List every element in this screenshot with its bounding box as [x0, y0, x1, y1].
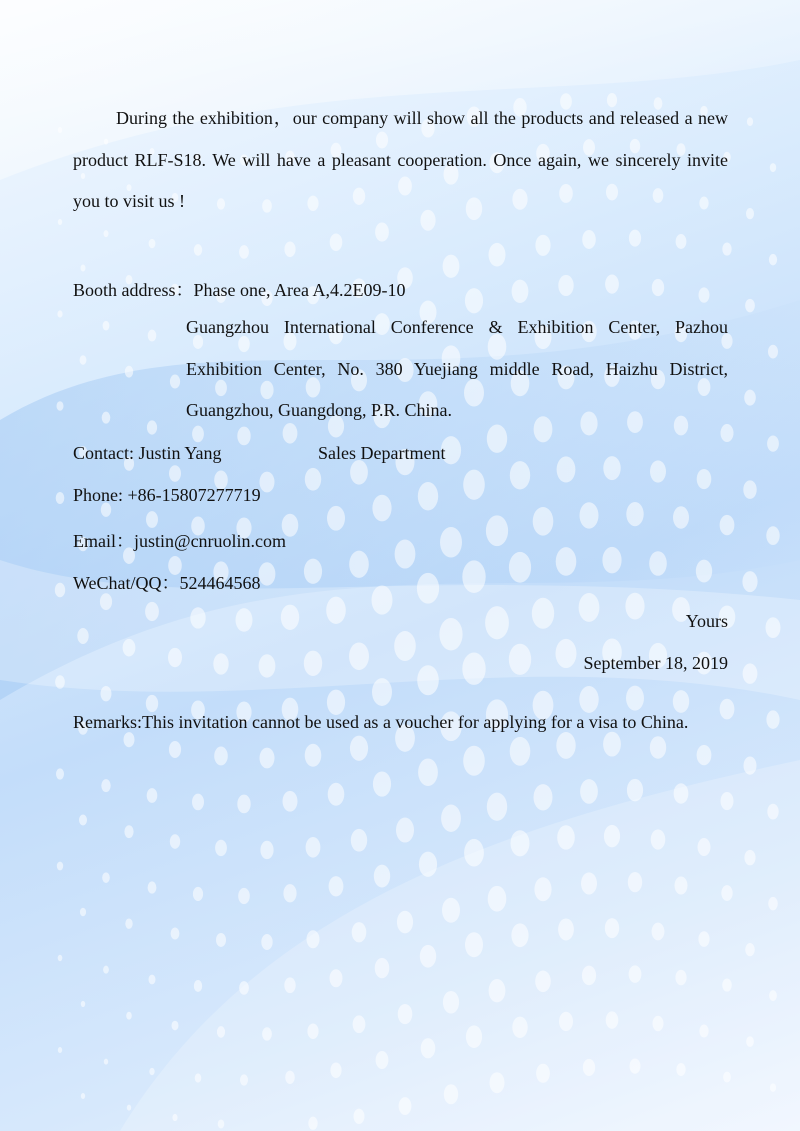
- background-dot: [399, 1097, 412, 1115]
- remarks: Remarks:This invitation cannot be used as a voucher for applying for a visa to China.: [73, 712, 689, 732]
- background-dot: [168, 648, 182, 667]
- background-dot: [768, 897, 778, 910]
- background-dot: [372, 585, 393, 614]
- background-dot: [673, 506, 689, 528]
- background-dot: [58, 1047, 62, 1053]
- background-dot: [239, 245, 249, 259]
- background-dot: [123, 639, 136, 657]
- background-dot: [441, 805, 461, 832]
- background-dot: [489, 979, 506, 1002]
- background-dot: [330, 969, 343, 987]
- background-dot: [605, 275, 619, 294]
- background-dot: [58, 127, 62, 133]
- contact-name: Contact: Justin Yang: [73, 443, 222, 463]
- background-dot: [583, 1059, 595, 1076]
- background-dot: [698, 838, 711, 856]
- background-dot: [722, 242, 731, 255]
- background-dot: [417, 665, 439, 695]
- background-dot: [629, 230, 641, 247]
- background-dot: [556, 639, 577, 668]
- background-dot: [747, 117, 753, 126]
- background-dot: [465, 932, 483, 957]
- background-dot: [769, 254, 777, 265]
- department: Sales Department: [318, 443, 446, 463]
- background-dot: [398, 1004, 413, 1024]
- background-dot: [58, 955, 63, 961]
- background-dot: [486, 515, 508, 546]
- background-dot: [510, 737, 531, 766]
- background-dot: [557, 456, 576, 482]
- background-dot: [236, 608, 253, 632]
- background-dot: [351, 829, 367, 852]
- background-dot: [627, 779, 643, 802]
- background-dot: [57, 310, 62, 317]
- background-dot: [193, 887, 203, 901]
- background-dot: [652, 279, 664, 296]
- background-dot: [260, 841, 273, 859]
- background-dot: [281, 605, 299, 630]
- background-dot: [101, 779, 110, 792]
- background-dot: [556, 732, 575, 759]
- background-dot: [511, 923, 528, 947]
- background-dot: [650, 460, 666, 482]
- background-dot: [170, 834, 180, 849]
- background-dot: [81, 1093, 85, 1099]
- background-dot: [698, 931, 709, 947]
- background-dot: [328, 783, 345, 806]
- background-dot: [376, 1051, 389, 1069]
- background-dot: [306, 837, 321, 858]
- booth-address-line: Booth address：Phase one, Area A,4.2E09-10: [73, 280, 406, 300]
- background-dot: [745, 943, 755, 956]
- background-dot: [171, 928, 180, 940]
- background-dot: [103, 321, 110, 331]
- background-dot: [327, 506, 345, 531]
- background-dot: [766, 710, 779, 728]
- background-dot: [722, 978, 732, 991]
- background-dot: [720, 515, 735, 535]
- background-dot: [582, 230, 596, 249]
- background-dot: [769, 990, 777, 1001]
- background-dot: [100, 593, 112, 610]
- background-dot: [125, 918, 132, 928]
- background-dot: [169, 741, 181, 758]
- phone-line: Phone: +86-15807277719: [73, 485, 261, 505]
- background-dot: [743, 663, 758, 684]
- background-dot: [439, 618, 462, 650]
- background-dot: [766, 526, 779, 545]
- background-dot: [462, 560, 485, 593]
- background-dot: [375, 958, 390, 978]
- background-dot: [488, 886, 507, 912]
- background-dot: [308, 1117, 317, 1130]
- background-dot: [463, 470, 485, 500]
- background-dot: [80, 355, 87, 364]
- background-dot: [397, 911, 413, 934]
- background-dot: [511, 830, 530, 856]
- background-dot: [462, 653, 485, 685]
- background-dot: [149, 1068, 154, 1075]
- background-dot: [580, 779, 598, 804]
- background-dot: [56, 768, 64, 779]
- background-dot: [77, 628, 88, 644]
- background-dot: [443, 991, 459, 1014]
- background-dot: [101, 686, 112, 701]
- background-dot: [653, 1016, 664, 1031]
- venue-address: Guangzhou International Conference & Exhibition Center, Pazhou Exhibition Center, No. 380 Yuejiang middle Road, Haizhu District, Guangzhou, Guangdong, P.R. China.: [186, 317, 728, 421]
- background-dot: [192, 794, 204, 811]
- background-dot: [147, 420, 157, 434]
- background-dot: [79, 815, 87, 826]
- background-dot: [490, 1072, 505, 1093]
- background-dot: [172, 1114, 177, 1121]
- background-dot: [262, 1027, 272, 1040]
- background-dot: [217, 1026, 225, 1038]
- background-dot: [604, 825, 620, 847]
- background-dot: [104, 1059, 108, 1065]
- background-dot: [536, 1064, 550, 1083]
- background-dot: [676, 234, 687, 249]
- background-dot: [149, 975, 156, 985]
- background-dot: [147, 788, 158, 803]
- background-dot: [440, 527, 462, 558]
- background-dot: [394, 631, 416, 661]
- background-dot: [649, 551, 667, 576]
- background-dot: [125, 366, 133, 378]
- background-dot: [418, 482, 438, 510]
- background-dot: [558, 275, 573, 296]
- background-dot: [625, 593, 644, 620]
- background-dot: [421, 1038, 436, 1058]
- background-dot: [582, 966, 596, 986]
- background-dot: [218, 1119, 225, 1128]
- background-dot: [721, 792, 734, 810]
- background-dot: [721, 885, 732, 901]
- background-dot: [558, 918, 574, 940]
- background-dot: [443, 255, 460, 278]
- background-dot: [55, 675, 65, 689]
- letter-date: September 18, 2019: [583, 653, 728, 673]
- background-dot: [651, 829, 666, 849]
- background-dot: [81, 265, 86, 272]
- background-dot: [284, 977, 295, 993]
- background-dot: [512, 1017, 527, 1038]
- background-dot: [214, 747, 228, 766]
- background-dot: [353, 1015, 366, 1033]
- background-dot: [172, 1021, 179, 1031]
- background-dot: [602, 547, 621, 574]
- background-dot: [148, 330, 157, 342]
- background-dot: [330, 1062, 341, 1078]
- background-dot: [259, 654, 276, 677]
- background-dot: [240, 1074, 248, 1085]
- background-dot: [533, 507, 554, 536]
- background-dot: [58, 219, 62, 225]
- background-dot: [697, 469, 712, 489]
- background-dot: [696, 560, 712, 583]
- background-dot: [674, 783, 689, 803]
- background-dot: [146, 511, 158, 528]
- background-dot: [510, 461, 530, 489]
- background-dot: [260, 748, 275, 769]
- background-dot: [81, 1001, 85, 1007]
- background-dot: [766, 617, 781, 638]
- background-dot: [55, 583, 65, 598]
- background-dot: [630, 1059, 641, 1074]
- background-dot: [444, 1084, 458, 1104]
- background-dot: [375, 222, 389, 241]
- background-dot: [535, 235, 550, 256]
- background-dot: [352, 922, 367, 942]
- background-dot: [768, 345, 778, 359]
- background-dot: [745, 299, 755, 313]
- background-dot: [304, 559, 322, 584]
- background-dot: [284, 241, 295, 257]
- background-dot: [420, 945, 436, 968]
- background-dot: [190, 607, 205, 628]
- background-dot: [305, 744, 322, 767]
- background-dot: [103, 966, 109, 974]
- background-dot: [509, 644, 531, 675]
- background-dot: [417, 573, 439, 604]
- background-dot: [676, 1063, 685, 1076]
- background-dot: [606, 1011, 619, 1028]
- background-dot: [556, 547, 577, 576]
- background-dot: [699, 287, 710, 302]
- background-dot: [744, 390, 756, 406]
- background-dot: [559, 1012, 573, 1031]
- background-dot: [652, 923, 665, 941]
- closing: Yours: [685, 611, 728, 631]
- background-dot: [194, 980, 202, 992]
- background-dot: [145, 602, 159, 621]
- background-dot: [57, 401, 64, 411]
- background-dot: [237, 795, 250, 814]
- background-dot: [195, 1073, 202, 1082]
- background-dot: [396, 818, 414, 843]
- background-dot: [626, 502, 643, 526]
- background-dot: [149, 239, 156, 248]
- background-dot: [770, 1083, 776, 1092]
- background-dot: [650, 736, 666, 759]
- background-dot: [305, 468, 321, 491]
- background-dot: [509, 552, 531, 583]
- background-dot: [532, 598, 554, 629]
- background-dot: [307, 930, 320, 948]
- background-dot: [675, 876, 688, 894]
- background-dot: [395, 540, 416, 569]
- background-dot: [466, 1025, 482, 1048]
- background-dot: [349, 551, 369, 578]
- background-dot: [487, 793, 507, 821]
- background-dot: [354, 1109, 365, 1124]
- background-dot: [485, 606, 509, 639]
- background-dot: [697, 745, 712, 765]
- background-dot: [767, 804, 778, 820]
- email-line: Email：justin@cnruolin.com: [73, 531, 287, 551]
- background-dot: [489, 243, 506, 267]
- background-dot: [605, 918, 619, 938]
- background-dot: [169, 465, 181, 482]
- background-dot: [629, 965, 642, 983]
- background-dot: [239, 981, 249, 995]
- background-dot: [770, 163, 776, 172]
- background-dot: [603, 456, 620, 480]
- background-dot: [238, 888, 250, 904]
- background-dot: [148, 881, 157, 893]
- background-dot: [259, 562, 276, 585]
- background-dot: [675, 970, 686, 986]
- background-dot: [283, 884, 296, 902]
- background-dot: [699, 1025, 708, 1038]
- background-dot: [767, 436, 779, 452]
- background-dot: [442, 898, 460, 923]
- background-dot: [628, 872, 642, 892]
- background-dot: [373, 771, 391, 796]
- background-dot: [127, 1105, 131, 1111]
- background-dot: [742, 571, 757, 592]
- background-dot: [581, 872, 597, 894]
- background-dot: [260, 472, 275, 493]
- background-dot: [743, 480, 756, 499]
- background-dot: [194, 244, 202, 256]
- background-dot: [213, 653, 228, 674]
- background-dot: [285, 1071, 295, 1084]
- background-dot: [534, 784, 553, 810]
- background-dot: [215, 840, 227, 856]
- background-dot: [330, 233, 343, 251]
- background-dot: [56, 492, 65, 504]
- background-dot: [170, 375, 180, 389]
- background-dot: [102, 412, 111, 424]
- background-dot: [746, 208, 754, 219]
- background-dot: [374, 865, 390, 888]
- background-dot: [535, 970, 551, 992]
- background-dot: [579, 686, 598, 713]
- background-dot: [326, 597, 346, 624]
- background-dot: [124, 825, 133, 838]
- background-dot: [57, 862, 63, 871]
- background-dot: [349, 642, 369, 670]
- background-dot: [744, 850, 755, 866]
- background-dot: [512, 280, 529, 303]
- background-dot: [307, 1023, 318, 1039]
- background-dot: [463, 746, 485, 776]
- background-dot: [603, 732, 621, 757]
- background-dot: [534, 877, 551, 901]
- background-dot: [579, 593, 600, 622]
- background-dot: [350, 736, 368, 761]
- wechat-line: WeChat/QQ：524464568: [73, 573, 261, 593]
- background-dot: [80, 908, 86, 917]
- background-dot: [124, 732, 135, 747]
- background-dot: [419, 852, 437, 877]
- background-dot: [557, 825, 575, 849]
- intro-paragraph: During the exhibition，our company will show all the products and released a new product RLF-S18. We will have a pleasant cooperation. Once again, we sincerely invite you to visit us !: [73, 108, 728, 212]
- background-dot: [104, 230, 109, 237]
- background-dot: [626, 686, 644, 711]
- background-dot: [372, 495, 391, 522]
- background-dot: [372, 678, 392, 706]
- background-dot: [580, 502, 599, 528]
- background-dot: [304, 651, 322, 676]
- background-dot: [723, 1072, 731, 1083]
- background-dot: [418, 758, 438, 786]
- background-dot: [102, 872, 110, 883]
- background-dot: [261, 934, 272, 950]
- background-dot: [126, 1012, 132, 1020]
- background-dot: [744, 757, 757, 775]
- background-dot: [329, 876, 344, 896]
- background-dot: [464, 839, 484, 867]
- background-dot: [216, 933, 226, 947]
- background-dot: [283, 791, 298, 812]
- background-dot: [746, 1036, 754, 1047]
